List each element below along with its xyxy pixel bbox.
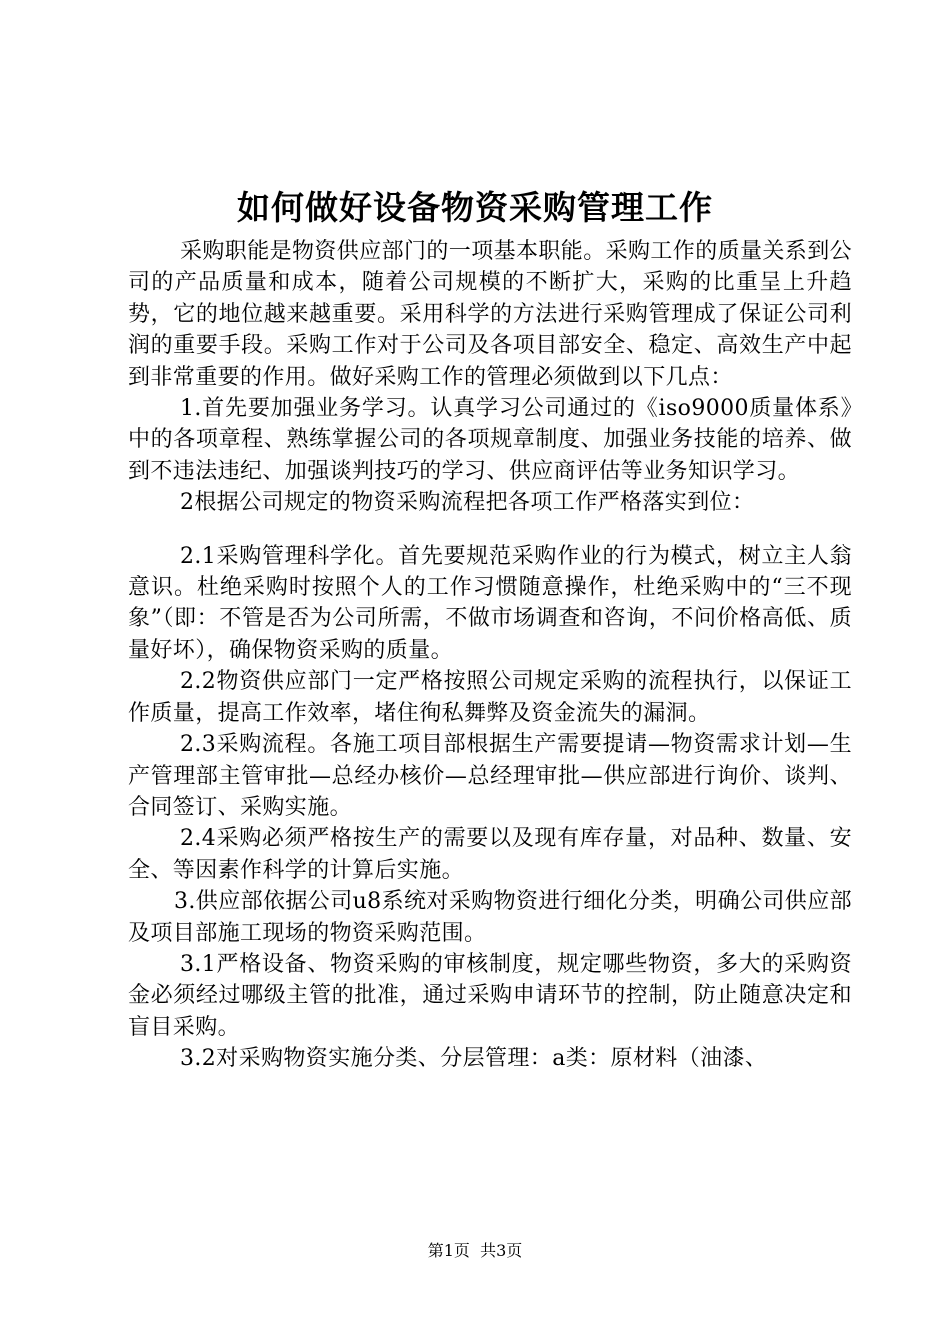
page-total: 共3页 [480, 1241, 523, 1260]
paragraph-item-2: 2根据公司规定的物资采购流程把各项工作严格落实到位： [180, 490, 755, 516]
page-number: 第1页 [427, 1241, 470, 1260]
paragraph-item-3-2: 3.2对采购物资实施分类、分层管理：a类：原材料（油漆、 [180, 1046, 768, 1072]
paragraph-item-3-1: 3.1严格设备、物资采购的审核制度，规定哪些物资，多大的采购资金必须经过哪级主管的批准，通过采购申请环节的控制，防止随意决定和盲目采购。 [128, 951, 852, 1040]
paragraph-item-2-4: 2.4采购必须严格按生产的需要以及现有库存量，对品种、数量、安全、等因素作科学的计算后实施。 [128, 826, 852, 883]
document-body [128, 236, 852, 1075]
paragraph-item-2-2: 2.2物资供应部门一定严格按照公司规定采购的流程执行，以保证工作质量，提高工作效率，堵住徇私舞弊及资金流失的漏洞。 [128, 669, 852, 726]
paragraph-item-2-1: 2.1采购管理科学化。首先要规范采购作业的行为模式，树立主人翁意识。杜绝采购时按照个人的工作习惯随意操作，杜绝采购中的“三不现象”（即：不管是否为公司所需，不做市场调查和咨询，不问价格高低、质量好坏），确保物资采购的质量。 [128, 543, 852, 663]
document-title: 如何做好设备物资采购管理工作 [237, 188, 713, 227]
paragraph-item-3: 3.供应部依据公司u8系统对采购物资进行细化分类，明确公司供应部及项目部施工现场的物资采购范围。 [128, 889, 852, 946]
paragraph-intro: 采购职能是物资供应部门的一项基本职能。采购工作的质量关系到公司的产品质量和成本，随着公司规模的不断扩大，采购的比重呈上升趋势，它的地位越来越重要。采用科学的方法进行采购管理成了保证公司利润的重要手段。采购工作对于公司及各项目部安全、稳定、高效生产中起到非常重要的作用。做好采购工作的管理必须做到以下几点： [128, 239, 853, 390]
page-footer [0, 1240, 950, 1262]
footer-spacer [470, 1241, 480, 1260]
paragraph-item-1: 1.首先要加强业务学习。认真学习公司通过的《iso9000质量体系》中的各项章程、熟练掌握公司的各项规章制度、加强业务技能的培养、做到不违法违纪、加强谈判技巧的学习、供应商评估等业务知识学习。 [128, 396, 852, 484]
paragraph-item-2-3: 2.3采购流程。各施工项目部根据生产需要提请—物资需求计划—生产管理部主管审批—总经办核价—总经理审批—供应部进行询价、谈判、合同签订、采购实施。 [128, 732, 852, 820]
